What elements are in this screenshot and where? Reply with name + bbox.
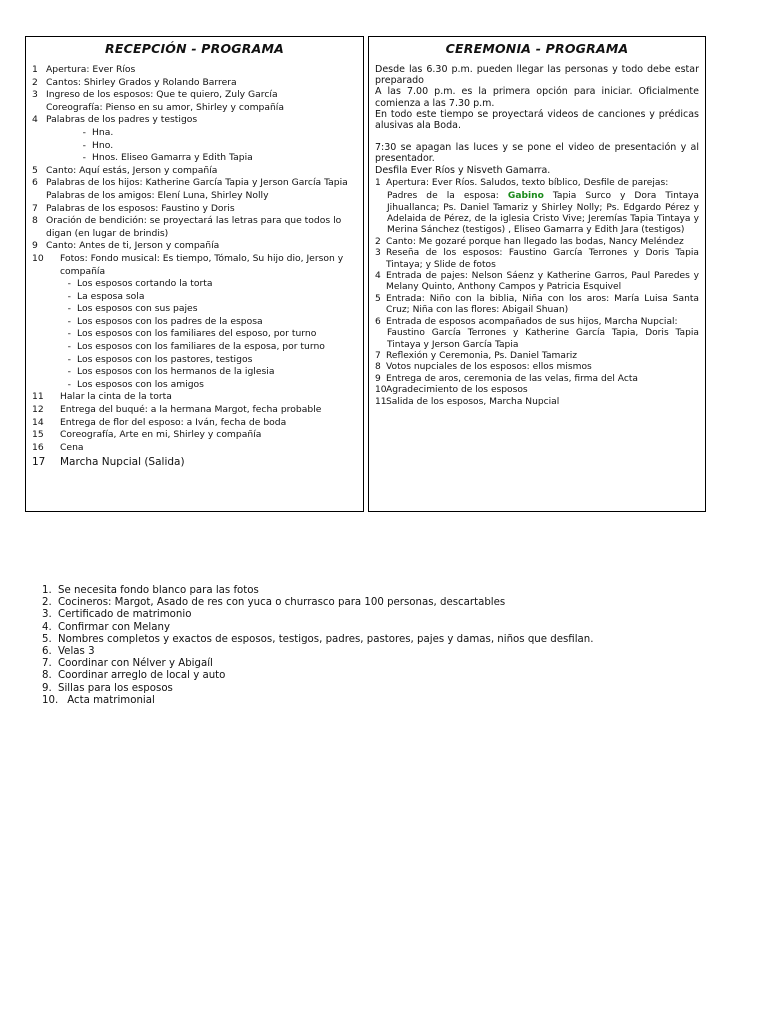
ceremony-item: 2 Canto: Me gozaré porque han llegado las bodas, Nancy Meléndez [375, 236, 684, 247]
parents-subitem: - Hno. [82, 139, 114, 151]
ceremony-item: 4 Entrada de pajes: Nelson Sáenz y Katherine Garros, Paul Paredes y Melany Quinto, Anthony Campos y Patricia Esquivel [375, 271, 699, 293]
photo-subitem: - Los esposos con los padres de la esposa [67, 315, 263, 327]
ceremony-title: CEREMONIA - PROGRAMA [445, 41, 629, 56]
photo-subitem: - Los esposos con los familiares de la esposa, por turno [67, 341, 325, 353]
ceremony-item: 10 Agradecimiento de los esposos [375, 385, 528, 396]
reception-item: 2 Cantos: Shirley Grados y Rolando Barrera [32, 76, 237, 88]
notes-list [42, 585, 593, 707]
reception-item: 4 Palabras de los padres y testigos [32, 114, 198, 126]
highlighted-name: Gabino [507, 191, 544, 202]
photo-subitem: - Los esposos con los hermanos de la iglesia [67, 366, 275, 378]
parents-subitem: - Hnos. Eliseo Gamarra y Edith Tapia [82, 152, 253, 164]
ceremony-intro: Desfila Ever Ríos y Nisveth Gamarra. [375, 164, 551, 176]
photo-subitem: - Los esposos con los amigos [67, 378, 204, 390]
reception-item: 9 Canto: Antes de ti, Jerson y compañía [32, 240, 220, 252]
ceremony-item: 1 Apertura: Ever Ríos. Saludos, texto bíblico, Desfile de parejas: [375, 177, 669, 188]
reception-item: 6 Palabras de los hijos: Katherine García Tapia y Jerson García Tapia [32, 177, 348, 189]
reception-item: 5 Canto: Aquí estás, Jerson y compañía [32, 164, 218, 176]
note-item: 7. Coordinar con Nélver y Abigaíl [42, 658, 213, 670]
note-item: 8. Coordinar arreglo de local y auto [42, 670, 226, 682]
parents-subitem: - Hna. [82, 126, 114, 138]
note-item: 6. Velas 3 [42, 646, 95, 658]
ceremony-item: 8 Votos nupciales de los esposos: ellos mismos [375, 362, 592, 373]
reception-title: RECEPCIÓN - PROGRAMA [105, 41, 284, 56]
note-item: 3. Certificado de matrimonio [42, 609, 192, 621]
reception-item: 8 Oración de bendición: se proyectará las letras para que todos lo digan (en lugar de brindis) [32, 215, 342, 239]
photo-subitem: - Los esposos cortando la torta [67, 278, 213, 290]
ceremony-item: 9 Entrega de aros, ceremonia de las velas, firma del Acta [375, 373, 638, 384]
ceremony-intro: A las 7.00 p.m. es la primera opción para iniciar. Oficialmente comienza a las 7.30 p.m. [375, 86, 699, 109]
note-item: 4. Confirmar con Melany [42, 621, 170, 633]
note-item: 1. Se necesita fondo blanco para las fotos [42, 585, 259, 596]
ceremony-intro: En todo este tiempo se proyectará videos de canciones y prédicas alusivas ala Boda. [375, 108, 699, 132]
reception-item: 7 Palabras de los esposos: Faustino y Doris [32, 202, 235, 214]
ceremony-item: 11 Salida de los esposos, Marcha Nupcial [375, 396, 560, 407]
ceremony-item: 5 Entrada: Niño con la biblia, Niña con los aros: María Luisa Santa Cruz; Niña con las flores: Abigail Shuan) [375, 293, 699, 316]
ceremony-item: 6 Entrada de esposos acompañados de sus hijos, Marcha Nupcial: [375, 316, 678, 327]
photo-subitem: - Los esposos con los familiares del esposo, por turno [67, 328, 317, 340]
ceremony-item: 7 Reflexión y Ceremonia, Ps. Daniel Tamariz [375, 350, 578, 361]
reception-item: Coreografía: Pienso en su amor, Shirley y compañía [46, 101, 284, 113]
ceremony-intro: Desde las 6.30 p.m. pueden llegar las personas y todo debe estar preparado [375, 64, 699, 87]
reception-item: 16 Cena [32, 441, 84, 453]
reception-item: 10 Fotos: Fondo musical: Es tiempo, Tómalo, Su hijo dio, Jerson y compañía [32, 252, 344, 277]
reception-item: 12 Entrega del buqué: a la hermana Margot, fecha probable [32, 404, 322, 416]
reception-item: Palabras de los amigos: Elení Luna, Shirley Nolly [46, 189, 269, 201]
note-item: 9. Sillas para los esposos [42, 682, 173, 694]
reception-item: 17 Marcha Nupcial (Salida) [32, 456, 185, 469]
ceremony-intro: 7:30 se apagan las luces y se pone el video de presentación y al presentador. [375, 142, 699, 165]
note-item: 5. Nombres completos y exactos de esposos, testigos, padres, pastores, pajes y damas, niños que desfilan. [42, 633, 594, 645]
reception-item: 1 Apertura: Ever Ríos [32, 64, 136, 75]
reception-item: 14 Entrega de flor del esposo: a Iván, fecha de boda [32, 416, 287, 428]
ceremony-item: 3 Reseña de los esposos: Faustino García Terrones y Doris Tapia Tintaya; y Slide de fotos [375, 248, 699, 270]
photo-subitem: - Los esposos con sus pajes [67, 303, 198, 315]
reception-item: 3 Ingreso de los esposos: Que te quiero, Zuly García [32, 89, 278, 101]
ceremony-item-detail: Faustino García Terrones y Katherine García Tapia, Doris Tapia Tintaya y Jerson García Tapia [387, 328, 699, 350]
ceremony-item-detail: Padres de la esposa: Gabino Tapia Surco y Dora Tintaya Jihuallanca; Ps. Daniel Tamariz y Shirley Nolly; Ps. Edgardo Pérez y Adelaida de Pérez, de la iglesia Cristo Vive; Jeremías Tapia Tintaya y Merina Sánchez (testigos) , Eliseo Gamarra y Edith Jara (testigos) [387, 191, 699, 236]
reception-item: 11 Halar la cinta de la torta [32, 391, 172, 403]
note-item: 2. Cocineros: Margot, Asado de res con yuca o churrasco para 100 personas, descartables [42, 597, 506, 609]
photo-subitem: - Los esposos con los pastores, testigos [67, 353, 253, 365]
reception-program-box [25, 36, 364, 512]
ceremony-program-box [368, 36, 706, 512]
note-item: 10. Acta matrimonial [42, 694, 155, 706]
reception-item: 15 Coreografía, Arte en mi, Shirley y compañía [32, 429, 262, 441]
photo-subitem: - La esposa sola [67, 290, 145, 302]
